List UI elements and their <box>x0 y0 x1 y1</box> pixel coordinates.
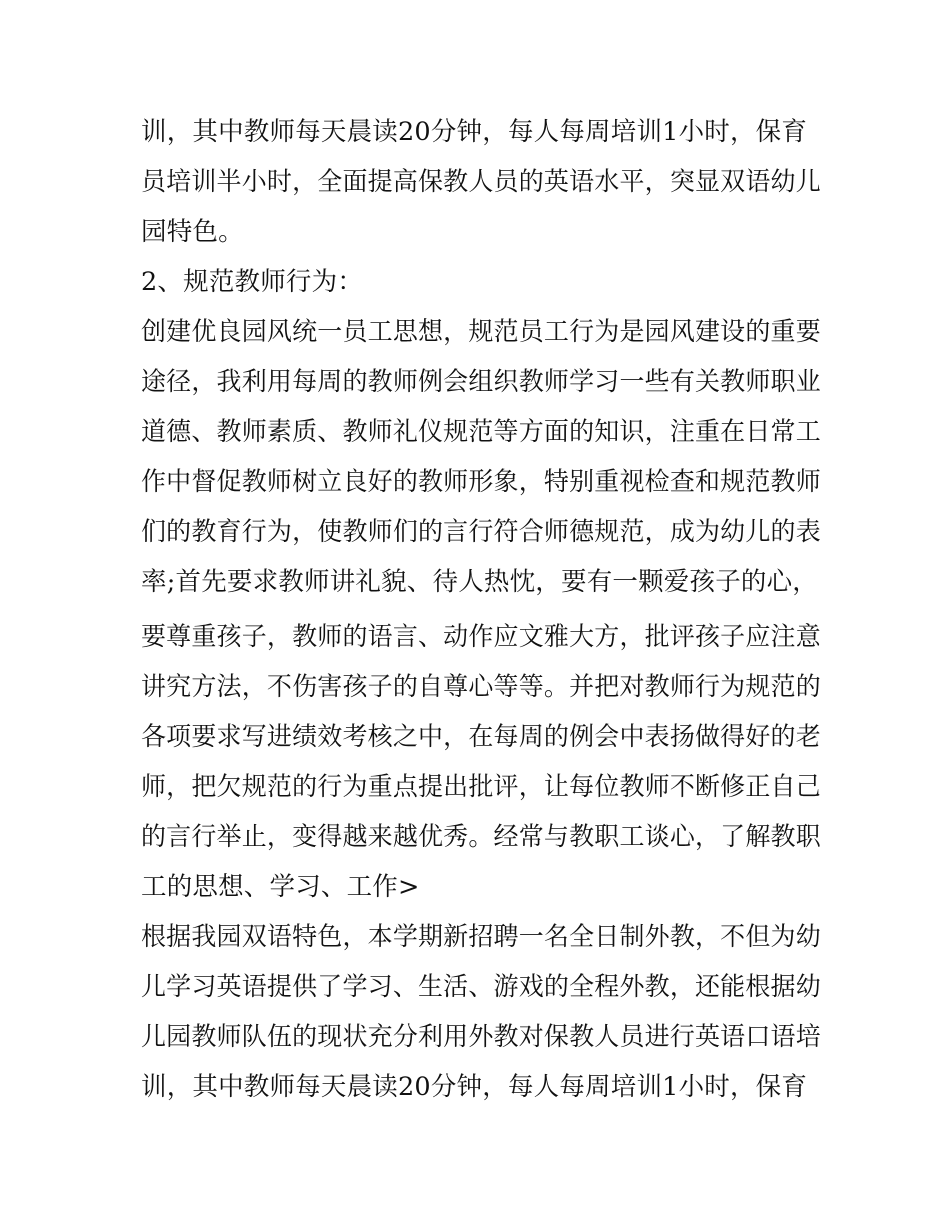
text-line: 途径，我利用每周的教师例会组织教师学习一些有关教师职业 <box>141 367 821 397</box>
text-line: 要尊重孩子，教师的语言、动作应文雅大方，批评孩子应注意 <box>141 622 821 652</box>
text-line: 师，把欠规范的行为重点提出批评，让每位教师不断修正自己 <box>141 772 821 802</box>
text-line: 儿园教师队伍的现状充分利用外教对保教人员进行英语口语培 <box>141 1022 821 1052</box>
text-line: 园特色。 <box>141 217 244 247</box>
text-line: 的言行举止，变得越来越优秀。经常与教职工谈心，了解教职 <box>141 822 821 852</box>
text-line: 根据我园双语特色，本学期新招聘一名全日制外教，不但为幼 <box>141 922 821 952</box>
text-line: 创建优良园风统一员工思想，规范员工行为是园风建设的重要 <box>141 317 821 347</box>
text-line: 作中督促教师树立良好的教师形象，特别重视检查和规范教师 <box>141 467 821 497</box>
text-line: 训，其中教师每天晨读20分钟，每人每周培训1小时，保育 <box>141 1072 808 1102</box>
section-heading: 2、规范教师行为： <box>141 267 364 297</box>
text-line: 道德、教师素质、教师礼仪规范等方面的知识，注重在日常工 <box>141 417 821 447</box>
text-line: 儿学习英语提供了学习、生活、游戏的全程外教，还能根据幼 <box>141 972 821 1002</box>
text-line: 训，其中教师每天晨读20分钟，每人每周培训1小时，保育 <box>141 117 808 147</box>
text-line: 率;首先要求教师讲礼貌、待人热忱，要有一颗爱孩子的心， <box>141 567 818 597</box>
text-line: 工的思想、学习、工作> <box>141 872 420 902</box>
text-line: 讲究方法，不伤害孩子的自尊心等等。并把对教师行为规范的 <box>141 672 821 702</box>
text-line: 们的教育行为，使教师们的言行符合师德规范，成为幼儿的表 <box>141 517 821 547</box>
text-line: 员培训半小时，全面提高保教人员的英语水平，突显双语幼儿 <box>141 167 821 197</box>
text-line: 各项要求写进绩效考核之中，在每周的例会中表扬做得好的老 <box>141 722 821 752</box>
